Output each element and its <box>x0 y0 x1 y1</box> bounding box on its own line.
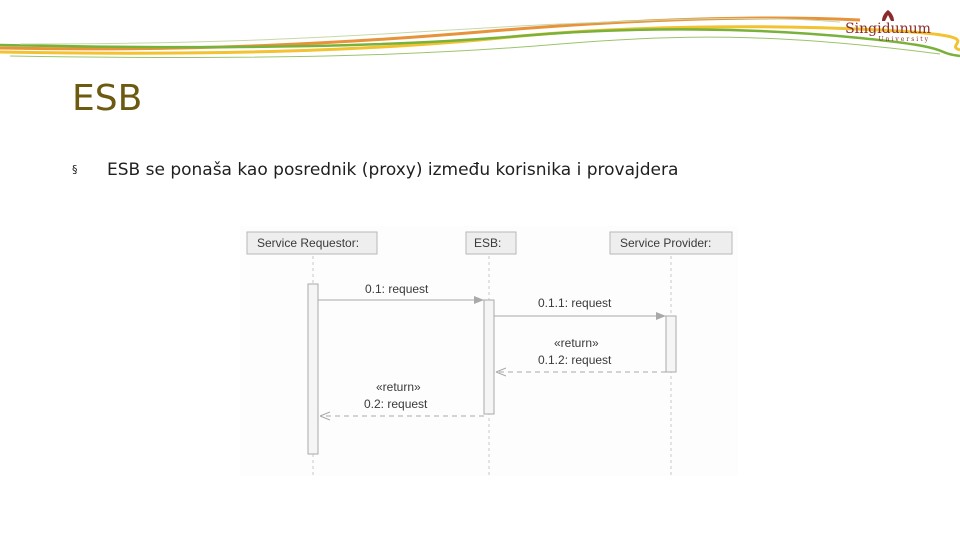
message-label-0-1-1: 0.1.1: request <box>538 296 612 310</box>
lifeline-label-esb: ESB: <box>474 236 502 250</box>
slide-title: ESB <box>72 78 143 119</box>
lifeline-label-service-requestor: Service Requestor: <box>257 236 360 250</box>
message-arrowhead-0-1 <box>474 296 484 304</box>
university-logo <box>838 8 938 44</box>
message-stereotype-0-2: «return» <box>376 380 421 394</box>
esb-activation-bar <box>484 300 494 414</box>
message-label-0-2: 0.2: request <box>364 397 428 411</box>
logo-wordmark: Singidunum <box>845 21 931 37</box>
header-swoosh-decoration <box>0 0 960 80</box>
sequence-diagram-figure <box>240 226 738 476</box>
lifeline-head-esb <box>466 232 516 254</box>
lifeline-head-service-requestor <box>247 232 377 254</box>
lifeline-label-service-provider: Service Provider: <box>620 236 712 250</box>
lifeline-head-service-provider <box>610 232 732 254</box>
bullet-text: ESB se ponaša kao posrednik (proxy) između korisnika i provajdera <box>107 160 679 180</box>
requestor-activation-bar <box>308 284 318 454</box>
sequence-diagram <box>240 226 738 476</box>
logo-subtitle: University <box>878 36 930 43</box>
message-stereotype-0-1-2: «return» <box>554 336 599 350</box>
crest-icon <box>838 8 938 22</box>
message-arrowhead-0-1-1 <box>656 312 666 320</box>
bullet-item <box>72 160 678 180</box>
message-label-0-1: 0.1: request <box>365 282 429 296</box>
provider-activation-bar <box>666 316 676 372</box>
message-label-0-1-2: 0.1.2: request <box>538 353 612 367</box>
bullet-marker-icon: § <box>72 163 78 176</box>
